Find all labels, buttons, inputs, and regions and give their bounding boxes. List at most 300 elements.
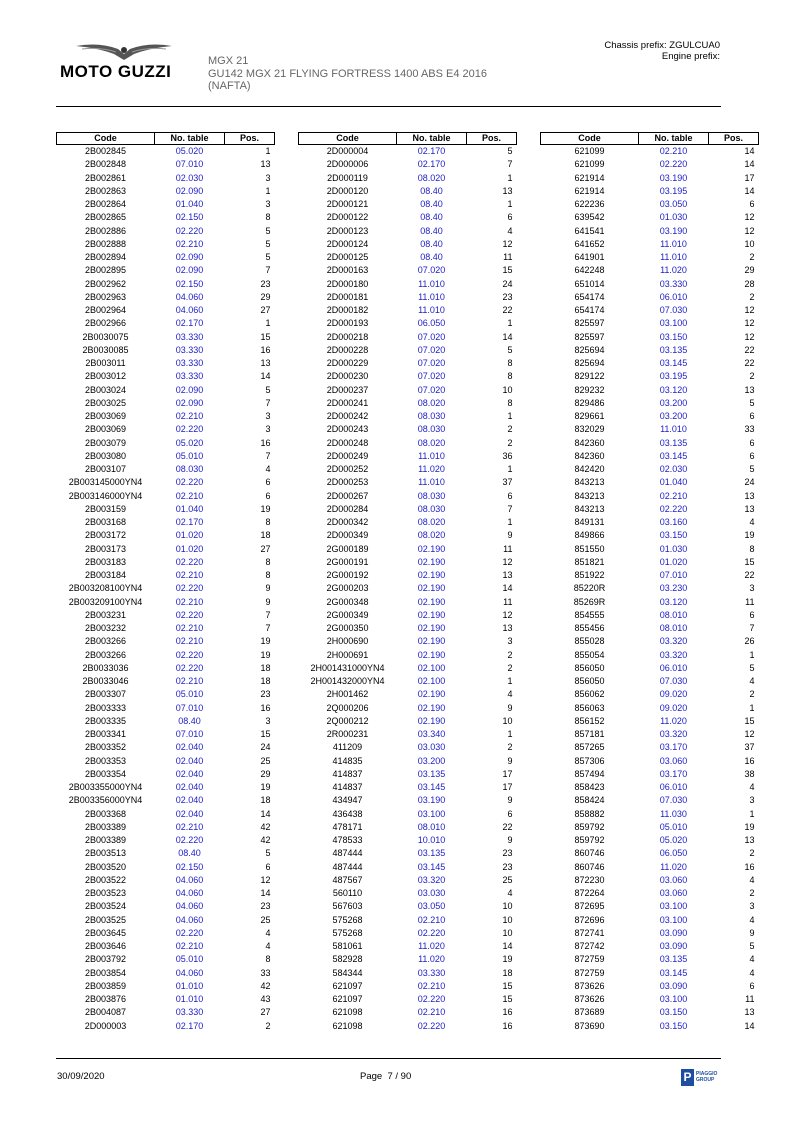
table-ref[interactable]: 02.190 (417, 649, 446, 660)
table-ref[interactable]: 04.060 (175, 901, 204, 912)
part-code: 843213 (574, 503, 605, 514)
table-row (57, 794, 275, 807)
table-ref[interactable]: 02.040 (175, 782, 204, 792)
part-code: 2B003368 (84, 808, 127, 819)
table-ref[interactable]: 02.190 (417, 543, 446, 554)
page-number (360, 1071, 411, 1082)
table-ref[interactable]: 11.020 (418, 941, 445, 951)
table-ref[interactable]: 02.220 (659, 503, 688, 514)
table-ref[interactable]: 02.090 (175, 185, 204, 196)
table-ref[interactable]: 03.135 (659, 954, 688, 965)
table-ref[interactable]: 01.040 (175, 199, 204, 209)
table-row (299, 609, 517, 622)
table-ref[interactable]: 02.210 (659, 490, 688, 501)
part-code: 2B003355000YN4 (68, 782, 143, 792)
table-ref[interactable]: 02.210 (175, 623, 204, 633)
table-row (57, 596, 275, 609)
table-ref[interactable]: 03.100 (659, 994, 688, 1004)
table-ref[interactable]: 04.060 (175, 888, 204, 898)
table-ref[interactable]: 02.220 (175, 662, 204, 673)
table-row (57, 185, 275, 198)
table-ref[interactable]: 03.120 (659, 596, 688, 607)
table-ref[interactable]: 07.010 (175, 159, 204, 170)
table-ref[interactable]: 03.100 (417, 808, 446, 819)
part-code: 2B003168 (84, 517, 127, 527)
table-ref[interactable]: 02.090 (175, 397, 204, 408)
part-code: 2B002963 (84, 291, 127, 302)
table-ref[interactable]: 02.210 (417, 980, 446, 991)
table-ref[interactable]: 03.135 (659, 344, 688, 355)
table-ref[interactable]: 02.190 (417, 583, 446, 594)
table-ref[interactable]: 03.030 (417, 742, 446, 753)
table-ref[interactable]: 02.220 (175, 927, 204, 938)
table-row (299, 185, 517, 198)
table-row (299, 702, 517, 715)
table-row (299, 145, 517, 159)
table-ref[interactable]: 08.40 (420, 185, 443, 196)
table-ref[interactable]: 02.220 (417, 1020, 446, 1031)
table-ref[interactable]: 03.060 (659, 888, 688, 898)
table-ref[interactable]: 03.150 (659, 1020, 688, 1031)
table-ref[interactable]: 02.170 (175, 517, 204, 527)
table-ref[interactable]: 03.330 (175, 331, 204, 342)
table-ref[interactable]: 01.030 (659, 543, 688, 554)
table-ref[interactable]: 02.220 (175, 477, 204, 488)
table-ref[interactable]: 11.020 (660, 265, 687, 276)
position: 9 (507, 835, 513, 845)
position: 27 (260, 543, 271, 554)
table-ref[interactable]: 08.40 (420, 252, 443, 262)
table-ref[interactable]: 02.210 (175, 821, 204, 832)
table-ref[interactable]: 03.320 (417, 874, 446, 885)
table-ref[interactable]: 08.010 (417, 821, 446, 832)
table-row (57, 768, 275, 781)
table-ref[interactable]: 08.40 (178, 715, 201, 726)
table-ref[interactable]: 03.330 (417, 967, 446, 978)
table-ref[interactable]: 05.020 (175, 146, 204, 156)
position: 29 (260, 291, 271, 302)
table-ref[interactable]: 03.150 (659, 1007, 688, 1018)
table-row (57, 741, 275, 754)
table-ref[interactable]: 08.030 (417, 424, 446, 435)
table-ref[interactable]: 06.010 (659, 291, 688, 302)
table-ref[interactable]: 02.210 (417, 914, 446, 925)
table-ref[interactable]: 07.030 (659, 795, 688, 806)
table-ref[interactable]: 02.170 (175, 318, 204, 329)
table-ref[interactable]: 03.195 (659, 185, 688, 196)
table-ref[interactable]: 02.040 (175, 768, 204, 779)
table-ref[interactable]: 02.210 (175, 238, 204, 249)
table-ref[interactable]: 11.010 (660, 252, 687, 262)
table-row (57, 649, 275, 662)
table-ref[interactable]: 11.010 (418, 305, 445, 315)
table-ref[interactable]: 07.020 (417, 358, 446, 368)
table-ref[interactable]: 04.060 (175, 874, 204, 885)
table-ref[interactable]: 02.040 (175, 808, 204, 819)
position: 22 (502, 305, 513, 315)
position: 13 (502, 570, 513, 580)
position: 14 (744, 146, 755, 156)
table-ref[interactable]: 08.030 (417, 411, 446, 421)
part-code: 2B003876 (84, 994, 127, 1004)
table-ref[interactable]: 03.050 (659, 199, 688, 209)
table-ref[interactable]: 01.030 (659, 212, 688, 223)
table-ref[interactable]: 07.010 (659, 570, 688, 580)
table-ref[interactable]: 03.060 (659, 755, 688, 766)
table-ref[interactable]: 06.050 (417, 318, 446, 329)
table-ref[interactable]: 02.090 (175, 265, 204, 276)
position: 8 (507, 397, 513, 408)
table-ref[interactable]: 11.030 (660, 808, 687, 819)
position: 17 (502, 782, 513, 792)
position: 13 (744, 835, 755, 845)
table-ref[interactable]: 03.050 (417, 901, 446, 912)
table-ref[interactable]: 02.190 (417, 570, 446, 580)
table-ref[interactable]: 03.100 (659, 901, 688, 912)
table-ref[interactable]: 02.170 (175, 1020, 204, 1031)
part-code: 2G000350 (326, 623, 369, 633)
table-row (57, 900, 275, 913)
table-ref[interactable]: 03.200 (659, 397, 688, 408)
table-ref[interactable]: 01.020 (175, 530, 204, 541)
table-ref[interactable]: 02.210 (659, 146, 688, 156)
table-ref[interactable]: 03.120 (659, 384, 688, 395)
part-code: 2D000230 (326, 371, 369, 382)
position: 11 (745, 596, 755, 607)
table-ref[interactable]: 03.100 (659, 318, 688, 329)
table-ref[interactable]: 02.210 (175, 411, 204, 421)
table-ref[interactable]: 02.220 (175, 609, 204, 620)
table-ref[interactable]: 03.320 (659, 729, 688, 739)
table-ref[interactable]: 11.010 (418, 450, 445, 461)
table-ref[interactable]: 03.135 (417, 848, 446, 859)
table-row (541, 463, 759, 476)
part-code: 857306 (574, 755, 605, 766)
table-row (541, 490, 759, 503)
table-ref[interactable]: 03.090 (659, 941, 688, 951)
table-ref[interactable]: 03.145 (659, 358, 688, 368)
position: 12 (502, 238, 513, 249)
table-ref[interactable]: 03.320 (659, 636, 688, 647)
position: 3 (265, 199, 271, 209)
table-ref[interactable]: 11.020 (418, 954, 445, 965)
table-ref[interactable]: 10.010 (417, 835, 446, 845)
table-ref[interactable]: 03.145 (417, 782, 446, 792)
table-ref[interactable]: 03.320 (659, 649, 688, 660)
position: 27 (260, 305, 271, 315)
table-ref[interactable]: 03.150 (659, 331, 688, 342)
table-ref[interactable]: 02.220 (175, 583, 204, 594)
table-ref[interactable]: 02.220 (417, 927, 446, 938)
table-ref[interactable]: 11.020 (660, 861, 687, 872)
table-row (299, 476, 517, 489)
table-ref[interactable]: 11.020 (418, 464, 445, 474)
part-code: 872695 (574, 901, 605, 912)
table-ref[interactable]: 08.40 (420, 199, 443, 209)
table-ref[interactable]: 01.040 (659, 477, 688, 488)
position: 19 (260, 636, 271, 647)
table-ref[interactable]: 07.030 (659, 305, 688, 315)
part-code: 2H000691 (326, 649, 369, 660)
table-ref[interactable]: 03.190 (417, 795, 446, 806)
position: 8 (265, 556, 271, 567)
table-ref[interactable]: 02.220 (175, 835, 204, 845)
table-ref[interactable]: 09.020 (659, 702, 688, 713)
table-ref[interactable]: 08.40 (420, 212, 443, 223)
table-ref[interactable]: 03.145 (659, 967, 688, 978)
table-ref[interactable]: 11.010 (418, 278, 445, 289)
table-ref[interactable]: 01.040 (175, 503, 204, 514)
position: 42 (260, 980, 271, 991)
table-row (541, 278, 759, 291)
table-ref[interactable]: 02.040 (175, 795, 204, 806)
table-ref[interactable]: 08.40 (420, 225, 443, 236)
table-ref[interactable]: 02.100 (417, 676, 446, 686)
table-ref[interactable]: 02.210 (175, 636, 204, 647)
table-ref[interactable]: 02.100 (417, 662, 446, 673)
table-ref[interactable]: 03.160 (659, 517, 688, 527)
position: 22 (744, 344, 755, 355)
table-ref[interactable]: 03.340 (417, 729, 446, 739)
table-ref[interactable]: 07.020 (417, 265, 446, 276)
table-ref[interactable]: 07.020 (417, 331, 446, 342)
part-code: 2B002894 (84, 252, 127, 262)
table-row (57, 834, 275, 847)
table-ref[interactable]: 06.010 (659, 782, 688, 792)
table-row (57, 225, 275, 238)
part-code: 2D000121 (326, 199, 369, 209)
table-ref[interactable]: 03.330 (175, 371, 204, 382)
table-ref[interactable]: 02.190 (417, 702, 446, 713)
position: 4 (507, 225, 513, 236)
table-ref[interactable]: 02.170 (417, 159, 446, 170)
table-ref[interactable]: 03.060 (659, 874, 688, 885)
table-ref[interactable]: 03.030 (417, 888, 446, 898)
table-ref[interactable]: 02.190 (417, 556, 446, 567)
position: 6 (507, 212, 513, 223)
part-code: 2G000348 (326, 596, 369, 607)
table-ref[interactable]: 04.060 (175, 967, 204, 978)
table-ref[interactable]: 02.210 (175, 570, 204, 580)
table-ref[interactable]: 02.220 (417, 994, 446, 1004)
table-ref[interactable]: 02.190 (417, 623, 446, 633)
position: 15 (260, 331, 271, 342)
table-ref[interactable]: 03.330 (175, 1007, 204, 1018)
table-ref[interactable]: 07.010 (175, 729, 204, 739)
position: 6 (749, 437, 755, 448)
table-ref[interactable]: 02.150 (175, 212, 204, 223)
table-ref[interactable]: 05.010 (175, 954, 204, 965)
part-code: 829232 (574, 384, 605, 395)
table-ref[interactable]: 03.330 (659, 278, 688, 289)
table-ref[interactable]: 07.010 (175, 702, 204, 713)
table-ref[interactable]: 09.020 (659, 689, 688, 700)
table-ref[interactable]: 11.010 (418, 291, 445, 302)
position: 42 (260, 835, 271, 845)
table-ref[interactable]: 02.190 (417, 609, 446, 620)
table-ref[interactable]: 03.330 (175, 344, 204, 355)
table-ref[interactable]: 02.210 (175, 596, 204, 607)
table-ref[interactable]: 02.190 (417, 636, 446, 647)
table-ref[interactable]: 03.135 (417, 768, 446, 779)
table-ref[interactable]: 11.010 (418, 477, 445, 488)
table-ref[interactable]: 02.220 (175, 556, 204, 567)
table-row (541, 225, 759, 238)
table-ref[interactable]: 02.220 (175, 424, 204, 435)
table-row (541, 688, 759, 701)
table-ref[interactable]: 11.010 (660, 424, 687, 435)
table-ref[interactable]: 02.210 (417, 1007, 446, 1018)
table-ref[interactable]: 11.010 (660, 238, 687, 249)
table-row (299, 331, 517, 344)
table-ref[interactable]: 08.010 (659, 623, 688, 633)
table-ref[interactable]: 08.030 (417, 503, 446, 514)
table-row (57, 874, 275, 887)
table-ref[interactable]: 03.190 (659, 225, 688, 236)
table-ref[interactable]: 02.040 (175, 755, 204, 766)
table-row (57, 370, 275, 383)
table-ref[interactable]: 04.060 (175, 291, 204, 302)
part-code: 2B003520 (84, 861, 127, 872)
part-code: 414837 (332, 768, 363, 779)
table-ref[interactable]: 02.090 (175, 384, 204, 395)
table-ref[interactable]: 11.020 (660, 715, 687, 726)
position: 28 (744, 278, 755, 289)
part-code: 2D000237 (326, 384, 369, 395)
table-ref[interactable]: 08.030 (175, 464, 204, 474)
table-ref[interactable]: 03.100 (659, 914, 688, 925)
position: 19 (260, 503, 271, 514)
part-code: 2B003173 (84, 543, 127, 554)
position: 7 (265, 450, 271, 461)
table-ref[interactable]: 08.40 (178, 848, 201, 859)
table-row (541, 185, 759, 198)
table-ref[interactable]: 02.150 (175, 278, 204, 289)
table-ref[interactable]: 08.020 (417, 437, 446, 448)
table-row (299, 821, 517, 834)
table-ref[interactable]: 05.020 (175, 437, 204, 448)
table-ref[interactable]: 03.145 (659, 450, 688, 461)
table-ref[interactable]: 08.020 (417, 397, 446, 408)
parts-table-2 (298, 132, 517, 1033)
table-ref[interactable]: 05.010 (659, 821, 688, 832)
part-code: 2D000243 (326, 424, 369, 435)
table-ref[interactable]: 03.230 (659, 583, 688, 594)
table-ref[interactable]: 04.060 (175, 914, 204, 925)
part-code: 843213 (574, 490, 605, 501)
table-ref[interactable]: 08.020 (417, 517, 446, 527)
part-code: 2D000229 (326, 358, 369, 368)
table-ref[interactable]: 07.030 (659, 676, 688, 686)
table-ref[interactable]: 02.210 (175, 490, 204, 501)
table-ref[interactable]: 03.170 (659, 742, 688, 753)
table-row (57, 450, 275, 463)
table-ref[interactable]: 02.220 (659, 159, 688, 170)
part-code: 2D000228 (326, 344, 369, 355)
part-code: 411209 (332, 742, 363, 753)
table-ref[interactable]: 03.135 (659, 437, 688, 448)
table-ref[interactable]: 02.040 (175, 742, 204, 753)
table-ref[interactable]: 02.220 (175, 225, 204, 236)
part-code: 654174 (574, 291, 605, 302)
table-ref[interactable]: 07.020 (417, 384, 446, 395)
part-code: 2B004087 (84, 1007, 127, 1018)
footer-divider (56, 1058, 721, 1059)
table-ref[interactable]: 08.030 (417, 490, 446, 501)
table-row (541, 662, 759, 675)
table-row (541, 609, 759, 622)
table-ref[interactable]: 02.150 (175, 861, 204, 872)
table-ref[interactable]: 02.220 (175, 649, 204, 660)
part-code: 2B003183 (84, 556, 127, 567)
part-code: 856050 (574, 676, 605, 686)
table-ref[interactable]: 03.170 (659, 768, 688, 779)
table-ref[interactable]: 01.020 (175, 543, 204, 554)
table-ref[interactable]: 08.020 (417, 172, 446, 183)
table-ref[interactable]: 08.010 (659, 609, 688, 620)
table-ref[interactable]: 03.195 (659, 371, 688, 382)
part-code: 2B002888 (84, 238, 127, 249)
table-ref[interactable]: 03.090 (659, 980, 688, 991)
part-code: 873626 (574, 980, 605, 991)
table-ref[interactable]: 03.145 (417, 861, 446, 872)
table-ref[interactable]: 02.030 (175, 172, 204, 183)
table-ref[interactable]: 02.190 (417, 715, 446, 726)
table-ref[interactable]: 05.010 (175, 450, 204, 461)
table-ref[interactable]: 02.210 (175, 676, 204, 686)
table-row (57, 887, 275, 900)
table-ref[interactable]: 08.40 (420, 238, 443, 249)
table-ref[interactable]: 03.150 (659, 530, 688, 541)
table-ref[interactable]: 02.190 (417, 689, 446, 700)
table-ref[interactable]: 06.010 (659, 662, 688, 673)
table-ref[interactable]: 03.190 (659, 172, 688, 183)
table-ref[interactable]: 08.020 (417, 530, 446, 541)
table-ref[interactable]: 07.020 (417, 371, 446, 382)
table-ref[interactable]: 03.090 (659, 927, 688, 938)
table-row (541, 516, 759, 529)
table-ref[interactable]: 05.020 (659, 835, 688, 845)
column-header-pos: Pos. (467, 133, 517, 145)
position: 4 (749, 517, 755, 527)
table-ref[interactable]: 07.020 (417, 344, 446, 355)
table-ref[interactable]: 02.030 (659, 464, 688, 474)
table-row (299, 317, 517, 330)
table-ref[interactable]: 04.060 (175, 305, 204, 315)
table-ref[interactable]: 03.200 (659, 411, 688, 421)
table-ref[interactable]: 01.010 (175, 980, 204, 991)
part-code: 832029 (574, 424, 605, 435)
table-row (299, 582, 517, 595)
table-ref[interactable]: 01.020 (659, 556, 688, 567)
position: 14 (502, 331, 513, 342)
part-code: 872696 (574, 914, 605, 925)
table-ref[interactable]: 02.090 (175, 252, 204, 262)
table-ref[interactable]: 03.330 (175, 358, 204, 368)
table-ref[interactable]: 02.190 (417, 596, 446, 607)
position: 11 (503, 543, 513, 554)
engine-prefix: Engine prefix: (661, 51, 720, 62)
table-ref[interactable]: 06.050 (659, 848, 688, 859)
table-ref[interactable]: 02.170 (417, 146, 446, 156)
table-ref[interactable]: 03.200 (417, 755, 446, 766)
column-header-code: Code (299, 133, 397, 145)
table-row (57, 635, 275, 648)
table-ref[interactable]: 02.210 (175, 941, 204, 951)
table-ref[interactable]: 05.010 (175, 689, 204, 700)
table-row (541, 728, 759, 741)
table-ref[interactable]: 01.010 (175, 994, 204, 1004)
